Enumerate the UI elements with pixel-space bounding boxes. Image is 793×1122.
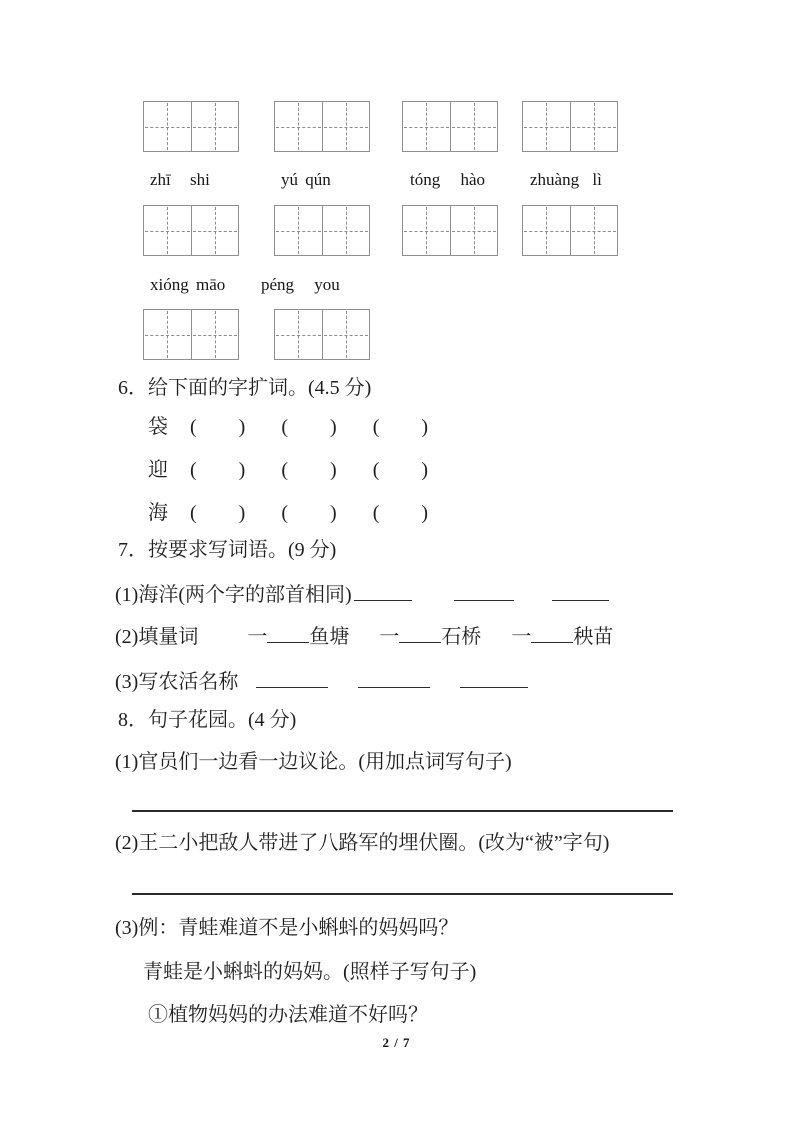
q7-item2-label: (2)填量词 <box>115 626 199 648</box>
writing-grid[interactable] <box>274 205 370 256</box>
paren-close: ) <box>330 416 337 438</box>
grid-cell[interactable] <box>523 206 570 255</box>
answer-paren-blank[interactable] <box>373 416 428 438</box>
paren-open: ( <box>190 459 197 481</box>
pinyin-label: zhī shi <box>150 170 210 189</box>
q7-item2-word: 鱼塘 <box>309 626 350 648</box>
grid-cell[interactable] <box>275 102 322 151</box>
writing-grid[interactable] <box>143 205 239 256</box>
q7-item3-text: (3)写农活名称 <box>115 671 239 693</box>
grid-cell[interactable] <box>191 102 239 151</box>
question-8-heading: 8．句子花园。(4 分) <box>118 709 297 731</box>
grid-cell[interactable] <box>570 102 618 151</box>
paren-close: ) <box>330 502 337 524</box>
pinyin-label: tóng hào <box>410 170 486 189</box>
answer-paren-blank[interactable] <box>373 502 428 524</box>
grid-cell[interactable] <box>275 206 322 255</box>
grid-cell[interactable] <box>322 206 370 255</box>
answer-paren-blank[interactable] <box>190 416 245 438</box>
answer-line[interactable] <box>132 893 673 895</box>
answer-paren-blank[interactable] <box>281 416 336 438</box>
answer-blank-line[interactable] <box>460 685 528 688</box>
q7-item2-word: 石桥 <box>441 626 482 648</box>
q7-item-1 <box>115 582 609 609</box>
grid-cell[interactable] <box>450 102 498 151</box>
answer-blank-line[interactable] <box>358 685 430 688</box>
q8-item-3-sub1: ①植物妈妈的办法难道不好吗？ <box>148 1004 428 1026</box>
answer-blank-line[interactable] <box>256 685 328 688</box>
pinyin-label: péng you <box>261 275 340 294</box>
answer-blank-line[interactable] <box>399 640 441 643</box>
writing-grid[interactable] <box>143 101 239 152</box>
writing-grid[interactable] <box>274 101 370 152</box>
paren-open: ( <box>372 416 380 438</box>
expand-word-char: 袋 <box>148 416 168 438</box>
grid-cell[interactable] <box>144 102 191 151</box>
expand-word-char: 迎 <box>148 459 168 481</box>
paren-close: ) <box>238 459 246 481</box>
grid-cell[interactable] <box>322 310 370 359</box>
grid-cell[interactable] <box>450 206 498 255</box>
paren-close: ) <box>330 459 337 481</box>
writing-grid[interactable] <box>522 101 618 152</box>
grid-cell[interactable] <box>275 310 322 359</box>
grid-cell[interactable] <box>144 310 191 359</box>
pinyin-label: zhuàng lì <box>530 170 602 189</box>
answer-blank-line[interactable] <box>552 598 609 601</box>
answer-line[interactable] <box>132 810 673 812</box>
writing-grid[interactable] <box>522 205 618 256</box>
paren-open: ( <box>190 502 197 524</box>
answer-blank-line[interactable] <box>354 598 412 601</box>
paren-close: ) <box>238 502 246 524</box>
grid-cell[interactable] <box>403 102 450 151</box>
answer-blank-line[interactable] <box>267 640 309 643</box>
question-7-heading: 7．按要求写词语。(9 分) <box>118 539 337 561</box>
pinyin-label: xióng māo <box>150 275 226 294</box>
q8-item-2: (2)王二小把敌人带进了八路军的埋伏圈。(改为“被”字句) <box>115 832 610 854</box>
expand-word-char: 海 <box>148 502 168 524</box>
q8-item-3-example: (3)例：青蛙难道不是小蝌蚪的妈妈吗？ <box>115 917 459 939</box>
paren-close: ) <box>421 502 429 524</box>
q7-item-3 <box>115 669 528 696</box>
q6-row-hai <box>148 500 428 527</box>
q6-row-dai <box>148 414 428 441</box>
grid-cell[interactable] <box>403 206 450 255</box>
paren-open: ( <box>281 502 289 524</box>
paren-open: ( <box>372 459 380 481</box>
grid-cell[interactable] <box>523 102 570 151</box>
paren-close: ) <box>421 416 429 438</box>
answer-paren-blank[interactable] <box>190 459 245 481</box>
question-6-heading: 6．给下面的字扩词。(4.5 分) <box>118 377 372 399</box>
q8-item-1: (1)官员们一边看一边议论。(用加点词写句子) <box>115 751 512 773</box>
pinyin-label: yú qún <box>281 170 331 189</box>
measure-word-one: 一 <box>511 626 532 648</box>
measure-word-one: 一 <box>247 626 268 648</box>
grid-cell[interactable] <box>322 102 370 151</box>
writing-grid[interactable] <box>402 101 498 152</box>
q8-item-3-sentence: 青蛙是小蝌蚪的妈妈。(照样子写句子) <box>143 961 477 983</box>
q7-item2-word: 秧苗 <box>573 626 614 648</box>
answer-paren-blank[interactable] <box>373 459 428 481</box>
writing-grid[interactable] <box>274 309 370 360</box>
answer-blank-line[interactable] <box>454 598 514 601</box>
page-number: 2 / 7 <box>382 1035 411 1050</box>
writing-grid[interactable] <box>402 205 498 256</box>
q6-row-ying <box>148 457 428 484</box>
grid-cell[interactable] <box>191 310 239 359</box>
paren-close: ) <box>421 459 429 481</box>
paren-open: ( <box>372 502 380 524</box>
answer-paren-blank[interactable] <box>281 502 336 524</box>
measure-word-one: 一 <box>379 626 400 648</box>
grid-cell[interactable] <box>191 206 239 255</box>
grid-cell[interactable] <box>570 206 618 255</box>
paren-open: ( <box>281 416 289 438</box>
paren-open: ( <box>190 416 197 438</box>
q7-item-2 <box>115 624 613 651</box>
paren-open: ( <box>281 459 289 481</box>
paren-close: ) <box>238 416 246 438</box>
writing-grid[interactable] <box>143 309 239 360</box>
q7-item1-text: (1)海洋(两个字的部首相同) <box>115 584 352 606</box>
grid-cell[interactable] <box>144 206 191 255</box>
answer-blank-line[interactable] <box>531 640 573 643</box>
answer-paren-blank[interactable] <box>190 502 245 524</box>
answer-paren-blank[interactable] <box>281 459 336 481</box>
